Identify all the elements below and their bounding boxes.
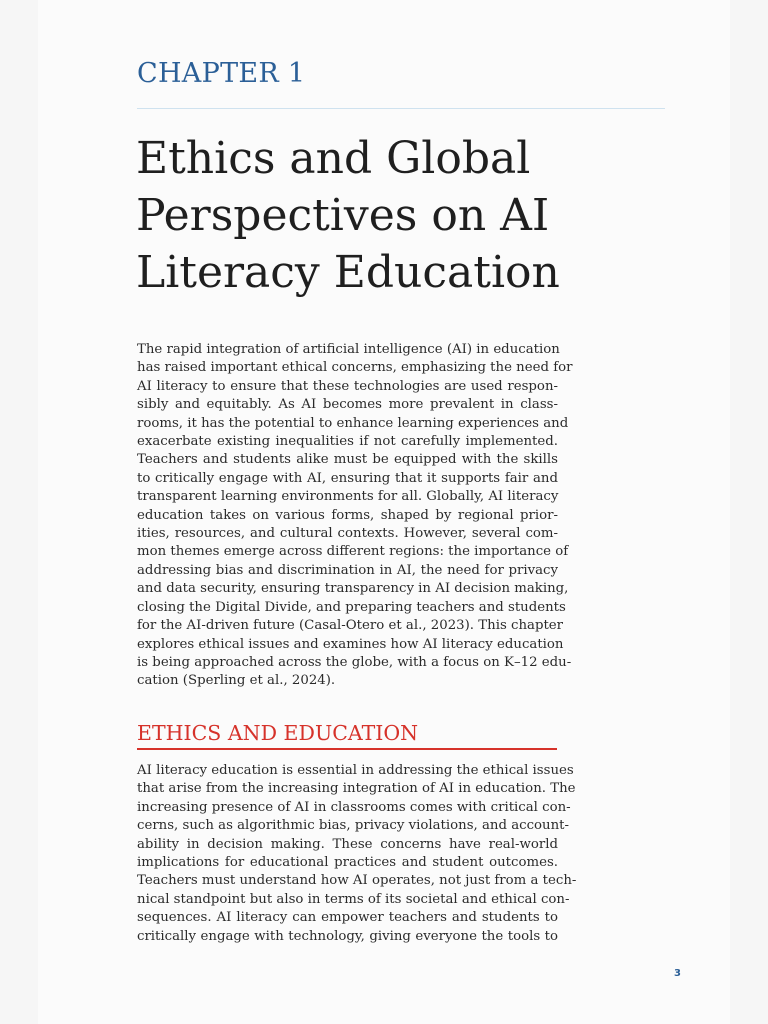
section-heading-underline: [137, 748, 557, 750]
text-line: exacerbate existing inequalities if not carefully implemented.: [137, 434, 558, 450]
text-line: that arise from the increasing integration of AI in education. The: [137, 781, 576, 797]
text-line: Teachers must understand how AI operates, not just from a tech-: [137, 873, 577, 889]
text-line: implications for educational practices and student outcomes.: [137, 855, 558, 871]
text-line: sibly and equitably. As AI becomes more prevalent in class-: [137, 397, 558, 413]
text-line: has raised important ethical concerns, emphasizing the need for: [137, 360, 573, 376]
text-line: is being approached across the globe, with a focus on K–12 edu-: [137, 654, 572, 670]
text-line: ities, resources, and cultural contexts. However, several com-: [137, 526, 558, 542]
text-line: addressing bias and discrimination in AI, the need for privacy: [137, 562, 558, 578]
text-line: AI literacy to ensure that these technologies are used respon-: [137, 378, 558, 394]
chapter-title-line: Literacy Education: [136, 247, 560, 298]
text-line: ability in decision making. These concerns have real-world: [137, 836, 558, 852]
text-line: Teachers and students alike must be equipped with the skills: [137, 452, 558, 468]
text-line: cerns, such as algorithmic bias, privacy violations, and account-: [137, 818, 569, 834]
text-line: rooms, it has the potential to enhance learning experiences and: [137, 415, 569, 431]
chapter-label: CHAPTER 1: [137, 58, 306, 89]
text-line: transparent learning environments for all. Globally, AI literacy: [137, 489, 559, 505]
intro-paragraph: [137, 341, 573, 691]
chapter-title-line: Perspectives on AI: [136, 190, 550, 241]
text-line: education takes on various forms, shaped by regional prior-: [137, 507, 558, 523]
text-line: nical standpoint but also in terms of its societal and ethical con-: [137, 891, 570, 907]
page-number: 3: [674, 968, 681, 979]
text-line: and data security, ensuring transparency in AI decision making,: [137, 581, 569, 597]
text-line: explores ethical issues and examines how AI literacy education: [137, 636, 564, 652]
text-line: to critically engage with AI, ensuring that it supports fair and: [137, 470, 558, 486]
text-line: AI literacy education is essential in addressing the ethical issues: [137, 763, 574, 778]
text-line: increasing presence of AI in classrooms comes with critical con-: [137, 799, 571, 815]
text-line: cation (Sperling et al., 2024).: [137, 673, 336, 689]
section-paragraph: [137, 762, 577, 946]
section-heading: ETHICS AND EDUCATION: [137, 721, 419, 745]
text-line: The rapid integration of artificial intelligence (AI) in education: [137, 342, 560, 357]
text-line: closing the Digital Divide, and preparing teachers and students: [137, 599, 566, 615]
text-line: mon themes emerge across different regions: the importance of: [137, 544, 569, 560]
chapter-title-line: Ethics and Global: [136, 133, 531, 184]
chapter-divider: [137, 108, 665, 109]
text-line: sequences. AI literacy can empower teachers and students to: [137, 910, 558, 926]
text-line: for the AI-driven future (Casal-Otero et al., 2023). This chapter: [137, 618, 564, 634]
text-line: critically engage with technology, giving everyone the tools to: [137, 928, 558, 944]
chapter-title: [136, 130, 576, 301]
